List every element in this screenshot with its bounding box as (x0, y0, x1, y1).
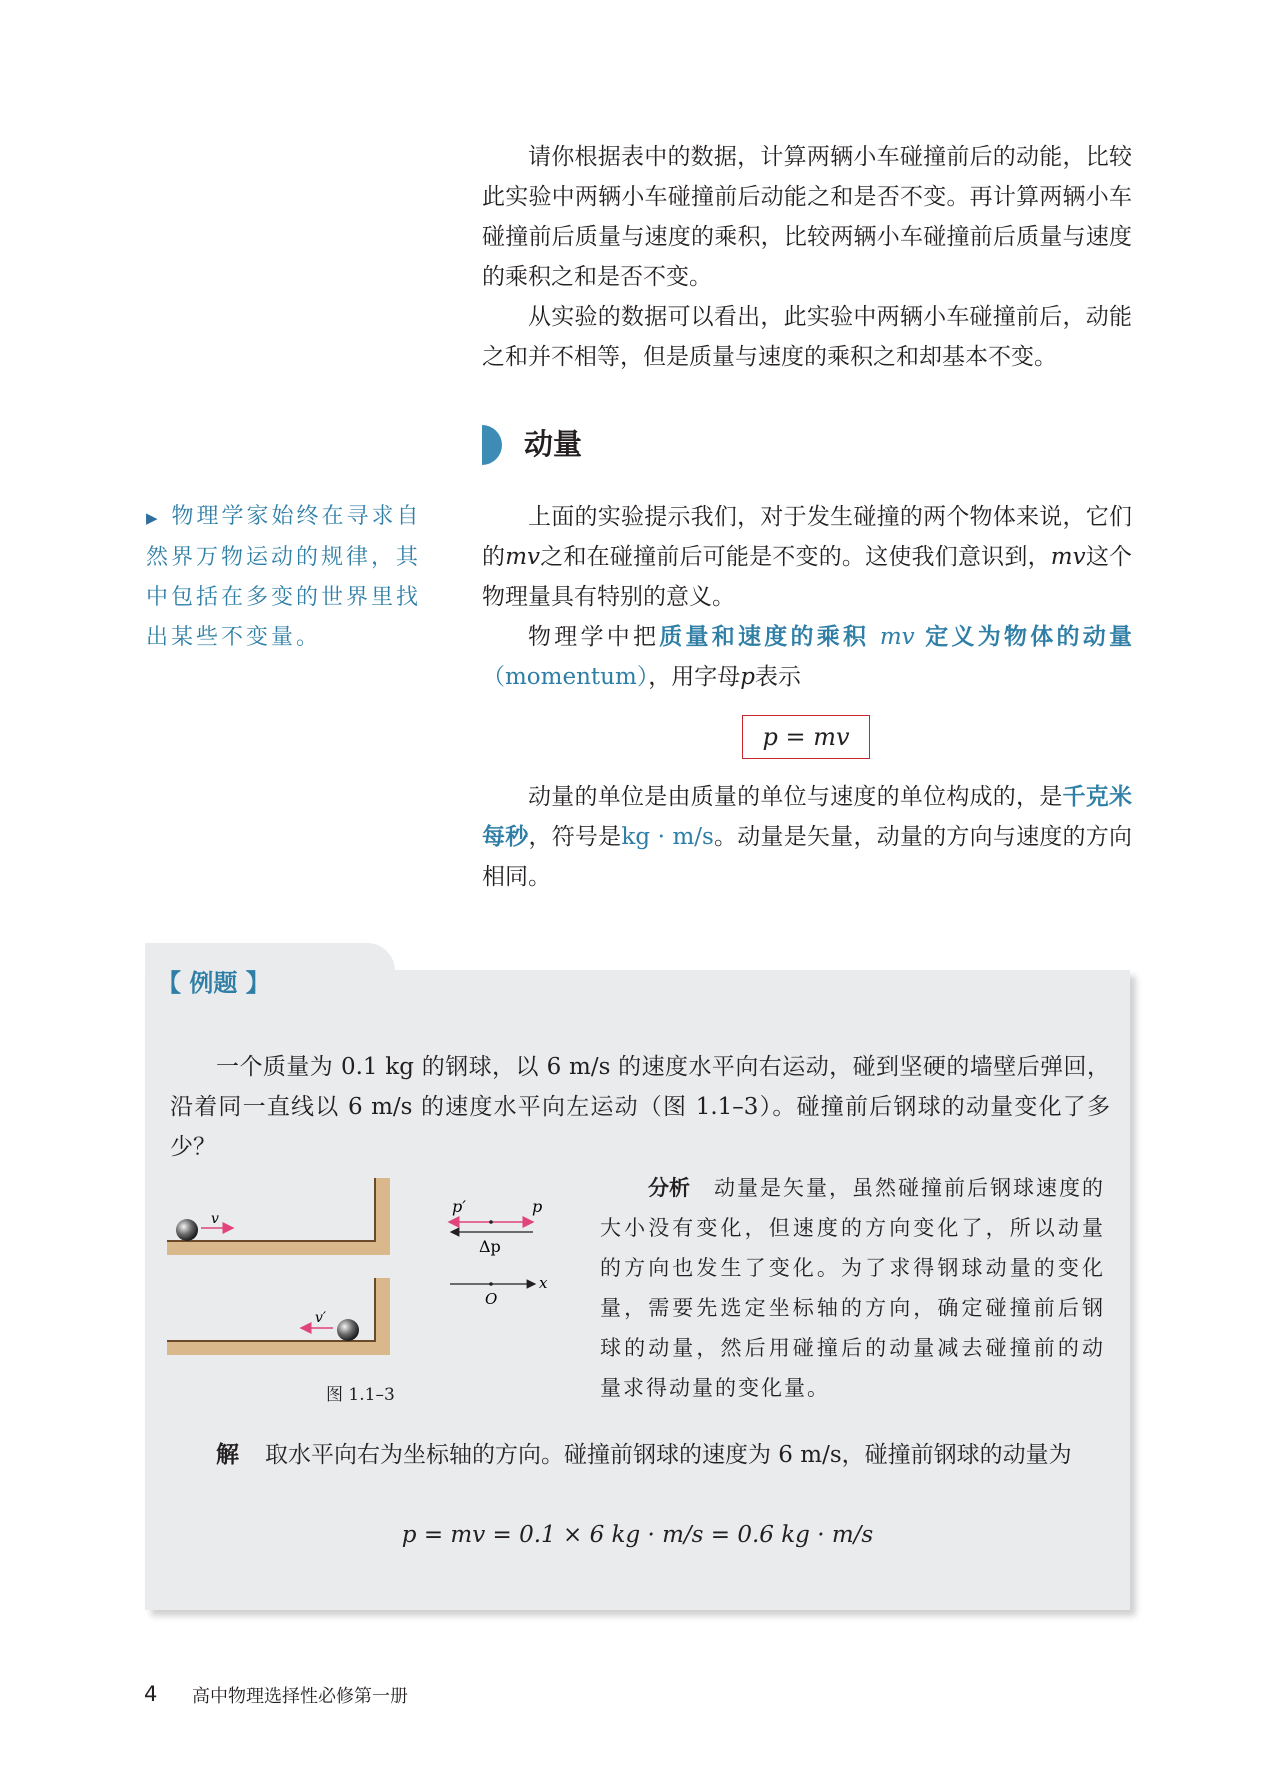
momentum-vectors (449, 1197, 548, 1308)
scene-after (167, 1278, 390, 1355)
momentum-term: （momentum） (482, 664, 649, 690)
label-p-prime: p′ (452, 1197, 466, 1216)
definition-b: 定义为物体的动量 (925, 624, 1133, 650)
section-paragraph-1 (482, 497, 1132, 617)
figure-1-1-3 (165, 1178, 565, 1368)
steel-ball (176, 1219, 198, 1241)
mv-symbol: mv (505, 544, 541, 570)
section-paragraph-2 (482, 617, 1132, 697)
mv-symbol: mv (1050, 544, 1086, 570)
page-number: 4 (144, 1682, 158, 1706)
solution-equation: p = mv = 0.1 × 6 kg · m/s = 0.6 kg · m/s (401, 1522, 874, 1548)
section-p2-a: 物理学中把 (528, 624, 660, 650)
intro-paragraph-2: 从实验的数据可以看出，此实验中两辆小车碰撞前后，动能之和并不相等，但是质量与速度的乘积之和却基本不变。 (482, 304, 1132, 370)
section-p1-c: 这个物理量具有特别的意义。 (482, 544, 1133, 610)
unit-symbol: kg · m/s (621, 824, 714, 850)
analysis-paragraph (600, 1168, 1105, 1408)
book-title: 高中物理选择性必修第一册 (192, 1686, 408, 1707)
momentum-formula: p = mv (742, 715, 870, 759)
label-p: p (532, 1197, 543, 1216)
section-p1-b: 之和在碰撞前后可能是不变的。这使我们意识到， (540, 544, 1051, 570)
label-x: x (539, 1274, 548, 1292)
section-p3-c: 。动量是矢量，动量的方向与速度的方向相同。 (482, 824, 1133, 890)
label-v: v (211, 1211, 219, 1227)
example-problem: 一个质量为 0.1 kg 的钢球，以 6 m/s 的速度水平向右运动，碰到坚硬的墙壁后弹回，沿着同一直线以 6 m/s 的速度水平向左运动（图 1.1–3）。碰撞前后钢球的动量变化了多少？ (170, 1054, 1110, 1160)
triangle-marker-icon: ▶ (146, 509, 158, 527)
unit-name: 千克米每秒 (482, 784, 1133, 850)
section-p3-a: 动量的单位是由质量的单位与速度的单位构成的，是 (528, 784, 1063, 810)
section-p2-b: ，用字母 (648, 664, 741, 690)
solution-paragraph (170, 1435, 1110, 1475)
example-label: 【 例题 】 (157, 969, 270, 997)
definition-a: 质量和速度的乘积 (659, 624, 870, 650)
figure-caption: 图 1.1–3 (326, 1385, 395, 1405)
label-delta-p: Δp (479, 1237, 501, 1256)
section-marker (482, 425, 502, 465)
steel-ball (337, 1319, 359, 1341)
analysis-head: 分析 (648, 1176, 690, 1200)
sidenote-text: 物理学家始终在寻求自然界万物运动的规律，其中包括在多变的世界里找出某些不变量。 (146, 504, 422, 650)
section-paragraph-3 (482, 777, 1132, 897)
scene-before (167, 1178, 390, 1255)
section-p2-c: 表示 (755, 664, 801, 690)
analysis-text: 动量是矢量，虽然碰撞前后钢球速度的大小没有变化，但速度的方向变化了，所以动量的方向也发生了变化。为了求得钢球动量的变化量，需要先选定坐标轴的方向，确定碰撞前后钢球的动量，然后用碰撞后的动量减去碰撞前的动量求得动量的变化量。 (600, 1176, 1105, 1400)
label-v-prime: v′ (315, 1310, 327, 1326)
label-origin: O (485, 1290, 498, 1308)
intro-paragraph-1: 请你根据表中的数据，计算两辆小车碰撞前后的动能，比较此实验中两辆小车碰撞前后动能之和是否不变。再计算两辆小车碰撞前后质量与速度的乘积，比较两辆小车碰撞前后质量与速度的乘积之和是否不变。 (482, 144, 1132, 290)
solution-text: 取水平向右为坐标轴的方向。碰撞前钢球的速度为 6 m/s，碰撞前钢球的动量为 (265, 1442, 1072, 1468)
solution-head: 解 (216, 1442, 239, 1468)
section-p1-a: 上面的实验提示我们，对于发生碰撞的两个物体来说，它们的 (482, 504, 1132, 570)
mv-symbol: mv (879, 624, 915, 650)
p-symbol: p (740, 664, 755, 690)
section-p3-b: ，符号是 (528, 824, 622, 850)
section-title: 动量 (524, 427, 583, 461)
sidenote (146, 497, 428, 658)
